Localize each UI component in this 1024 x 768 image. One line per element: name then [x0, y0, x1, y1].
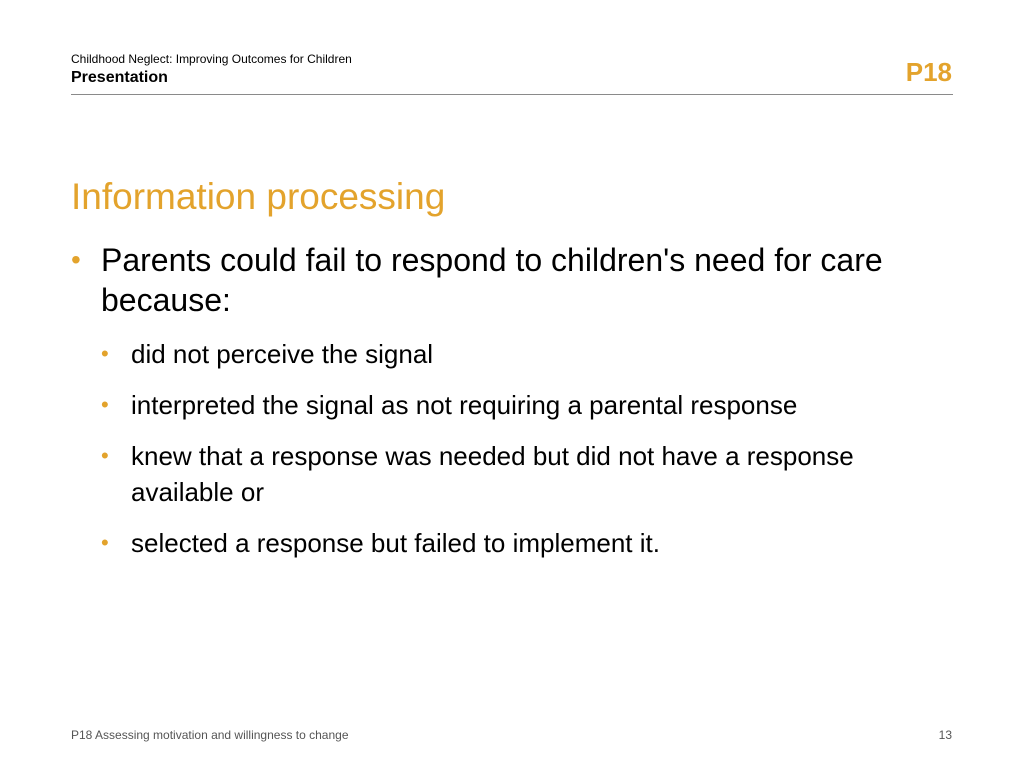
- sub-bullet-item: [101, 387, 951, 423]
- sub-bullet-text: knew that a response was needed but did not have a response available or: [131, 441, 854, 507]
- main-bullet: [71, 240, 951, 561]
- bullet-marker: •: [101, 341, 109, 366]
- slide-title: Information processing: [71, 176, 446, 217]
- main-bullet-text: Parents could fail to respond to children's need for care because:: [101, 242, 883, 318]
- bullet-marker: •: [101, 530, 109, 555]
- presentation-code: P18: [905, 57, 952, 87]
- sub-bullet-list: [101, 336, 951, 561]
- footer-caption: P18 Assessing motivation and willingness to change: [71, 728, 349, 742]
- header-subtitle: Childhood Neglect: Improving Outcomes for Children: [71, 52, 352, 66]
- header-title: Presentation: [71, 69, 168, 86]
- sub-bullet-text: did not perceive the signal: [131, 339, 434, 369]
- bullet-list: [71, 240, 951, 576]
- sub-bullet-item: [101, 438, 951, 510]
- bullet-marker: •: [71, 244, 81, 275]
- sub-bullet-item: [101, 525, 951, 561]
- bullet-marker: •: [101, 443, 109, 468]
- bullet-marker: •: [101, 392, 109, 417]
- header-divider: [71, 94, 953, 95]
- sub-bullet-item: [101, 336, 951, 372]
- sub-bullet-text: selected a response but failed to implement it.: [131, 528, 660, 558]
- sub-bullet-text: interpreted the signal as not requiring a parental response: [131, 390, 798, 420]
- page-number: 13: [938, 728, 952, 742]
